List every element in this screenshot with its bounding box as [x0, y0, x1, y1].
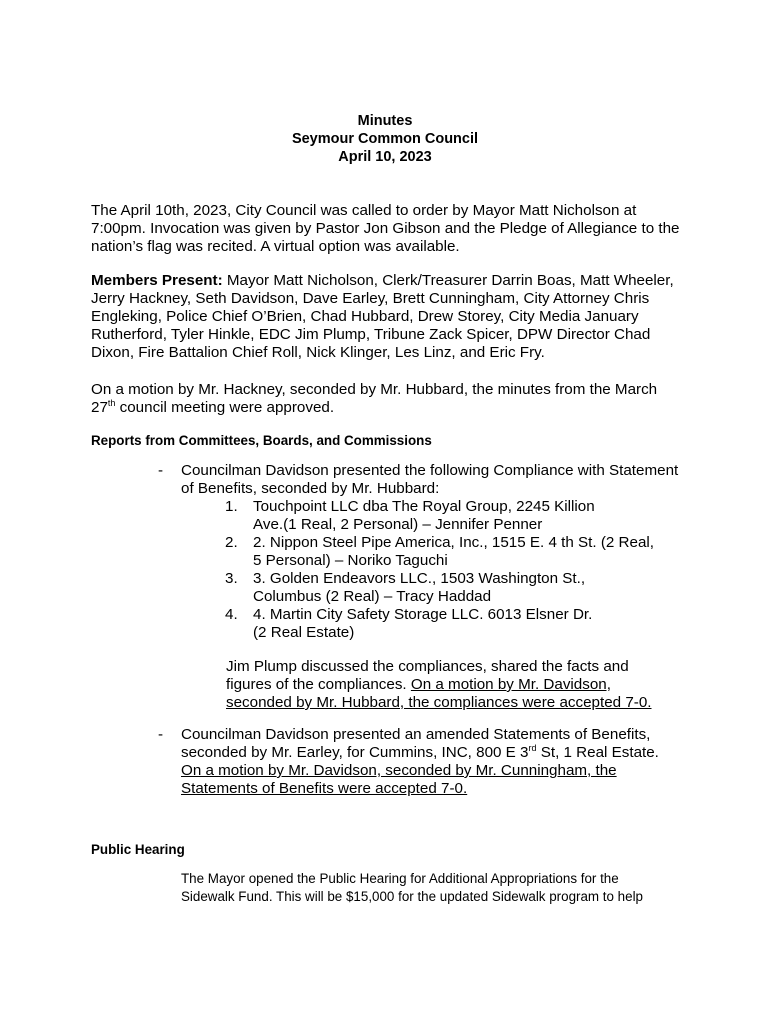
members-line-5: Dixon, Fire Battalion Chief Roll, Nick Klinger, Les Linz, and Eric Fry.	[91, 344, 545, 361]
intro-paragraph	[91, 202, 679, 256]
members-line-2: Jerry Hackney, Seth Davidson, Dave Earley, Brett Cunningham, City Attorney Chris	[91, 290, 650, 307]
bullet-1-line-1: Councilman Davidson presented the following Compliance with Statement	[181, 462, 679, 479]
intro-line-2: 7:00pm. Invocation was given by Pastor Jon Gibson and the Pledge of Allegiance to the	[91, 220, 680, 237]
list-item: 2. Nippon Steel Pipe America, Inc., 1515 E. 4 th St. (2 Real, 5 Personal) – Noriko Taguchi	[253, 534, 654, 569]
public-hearing-line-2: Sidewalk Fund. This will be $15,000 for the updated Sidewalk program to help	[181, 889, 644, 904]
list-item: Touchpoint LLC dba The Royal Group, 2245 Killion Ave.(1 Real, 2 Personal) – Jennifer Penner	[253, 498, 595, 533]
members-line-3: Engleking, Police Chief O’Brien, Chad Hubbard, Drew Storey, City Media January	[91, 308, 639, 325]
members-label: Members Present:	[91, 272, 223, 289]
meeting-date: April 10, 2023	[338, 149, 432, 165]
intro-line-3: nation’s flag was recited. A virtual option was available.	[91, 238, 460, 255]
members-paragraph	[91, 272, 674, 362]
bullet-2-line-4: Statements of Benefits were accepted 7-0.	[181, 780, 468, 797]
public-hearing-line-1: The Mayor opened the Public Hearing for Additional Appropriations for the	[181, 871, 619, 886]
intro-line-1: The April 10th, 2023, City Council was called to order by Mayor Matt Nicholson at	[91, 202, 637, 219]
compliance-discussion	[226, 658, 652, 712]
doc-title: Minutes	[357, 113, 413, 129]
public-hearing-paragraph	[181, 870, 643, 906]
bullet-2-text	[181, 726, 659, 798]
minutes-motion-paragraph	[91, 381, 657, 417]
council-name: Seymour Common Council	[291, 131, 479, 147]
minutes-motion-line-2: 27th council meeting were approved.	[91, 397, 335, 416]
bullet-2-line-3: On a motion by Mr. Davidson, seconded by Mr. Cunningham, the	[181, 762, 617, 779]
compliance-discussion-line-3: seconded by Mr. Hubbard, the compliances were accepted 7-0.	[226, 694, 652, 711]
bullet-1-line-2: of Benefits, seconded by Mr. Hubbard:	[181, 480, 440, 497]
bullet-2-line-1: Councilman Davidson presented an amended Statements of Benefits,	[181, 726, 651, 743]
list-item: 3. Golden Endeavors LLC., 1503 Washington St., Columbus (2 Real) – Tracy Haddad	[253, 570, 586, 605]
bullet-dash-1: -	[158, 462, 164, 479]
members-line-1: Mayor Matt Nicholson, Clerk/Treasurer Darrin Boas, Matt Wheeler,	[222, 272, 674, 289]
public-hearing-heading: Public Hearing	[91, 842, 185, 857]
reports-heading: Reports from Committees, Boards, and Commissions	[91, 433, 432, 448]
members-line-4: Rutherford, Tyler Hinkle, EDC Jim Plump, Tribune Zack Spicer, DPW Director Chad	[91, 326, 651, 343]
list-item-number: 1.	[225, 498, 238, 515]
list-item-number: 4.	[225, 606, 238, 623]
bullet-dash-2: -	[158, 726, 164, 743]
bullet-2-line-2: seconded by Mr. Earley, for Cummins, INC, 800 E 3rd St, 1 Real Estate.	[181, 742, 659, 761]
bullet-1-text	[181, 462, 678, 498]
list-item-number: 2.	[225, 534, 238, 551]
list-item: 4. Martin City Safety Storage LLC. 6013 Elsner Dr. (2 Real Estate)	[253, 606, 593, 641]
compliance-discussion-line-2: figures of the compliances. On a motion by Mr. Davidson,	[226, 676, 611, 693]
compliance-discussion-line-1: Jim Plump discussed the compliances, shared the facts and	[226, 658, 629, 675]
minutes-motion-line-1: On a motion by Mr. Hackney, seconded by Mr. Hubbard, the minutes from the March	[91, 381, 658, 398]
list-item-number: 3.	[225, 570, 238, 587]
